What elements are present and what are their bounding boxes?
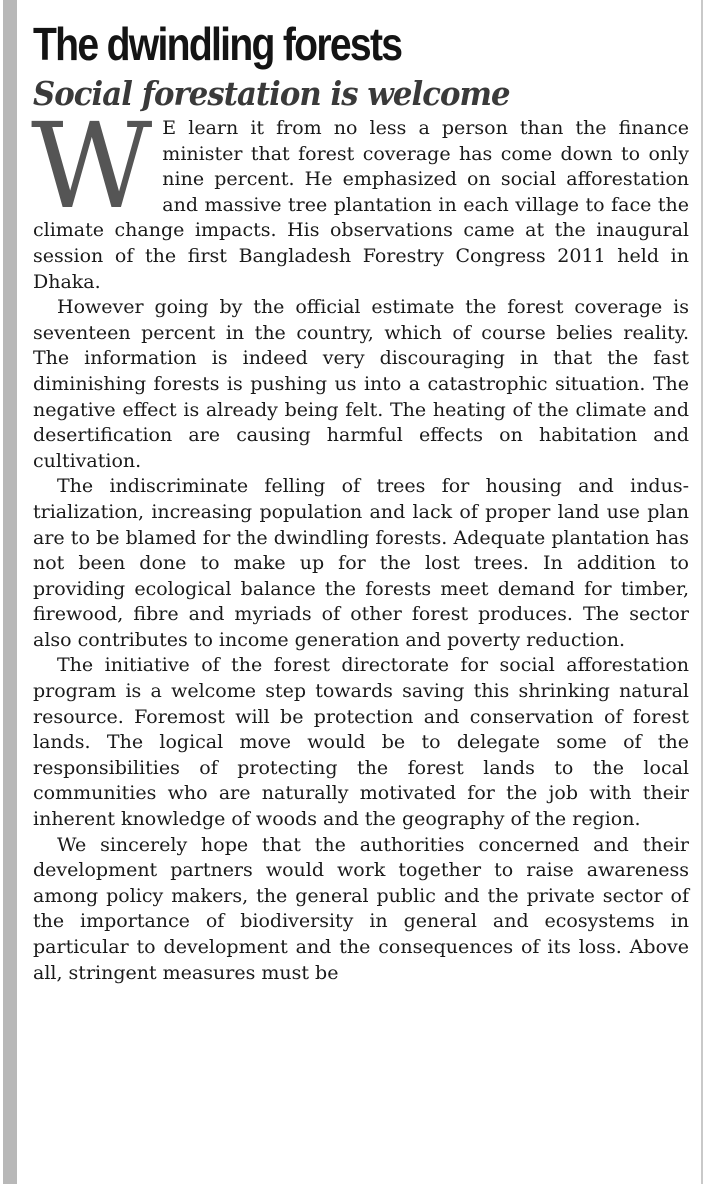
paragraph-4: The initiative of the forest directorate for social afforestation program is a welcome step towards saving this shrinking natural resource. Foremost will be protection and conservation of forest lands. The logical move would be to delegate some of the responsibilities of protecting the forest lands to the local communities who are naturally motivated for the job with their inherent knowledge of woods and the geography of the region. xyxy=(33,654,689,831)
left-column-rule xyxy=(3,0,17,1184)
right-column-rule xyxy=(701,0,703,1184)
article-body xyxy=(31,97,689,986)
paragraph-5: We sincerely hope that the authorities concerned and their development partners would work together to raise awareness among policy makers, the general public and the private sector of the importance of biodiversity in general and ecosystems in particular to development and the consequences of its loss. Above all, stringent measures must be xyxy=(33,833,689,984)
paragraph-2: However going by the official estimate the forest coverage is seventeen percent in the country, which of course belies reality. The information is indeed very discouraging in that the fast diminishing forests is pushing us into a catastrophic situation. The negative effect is already being felt. The heating of the climate and desertification are causing harmful effects on habitation and cultivation. xyxy=(33,296,689,472)
drop-cap: W xyxy=(31,97,153,235)
paragraph-3: The indiscriminate felling of trees for housing and industrialization, increasing population and lack of proper land use plan are to be blamed for the dwindling forests. Adequate plantation has not been done to make up for the lost trees. In addition to providing ecological balance the forests meet demand for timber, firewood, fibre and myriads of other forest produces. The sector also contributes to income generation and poverty reduction. xyxy=(33,475,689,651)
headline: The dwindling forests xyxy=(33,18,402,70)
subheadline: Social forestation is welcome xyxy=(33,74,510,113)
paragraph-1 xyxy=(31,97,689,295)
paragraph-1-text: E learn it from no less a person than the finance minister that forest coverage has come down to only nine percent. He emphasized on social afforestation and massive tree plantation in each village to face the climate change impacts. His observations came at the inaugural session of the first Bangladesh Forestry Congress 2011 held in Dhaka. xyxy=(33,117,689,293)
editorial-article xyxy=(33,14,689,986)
